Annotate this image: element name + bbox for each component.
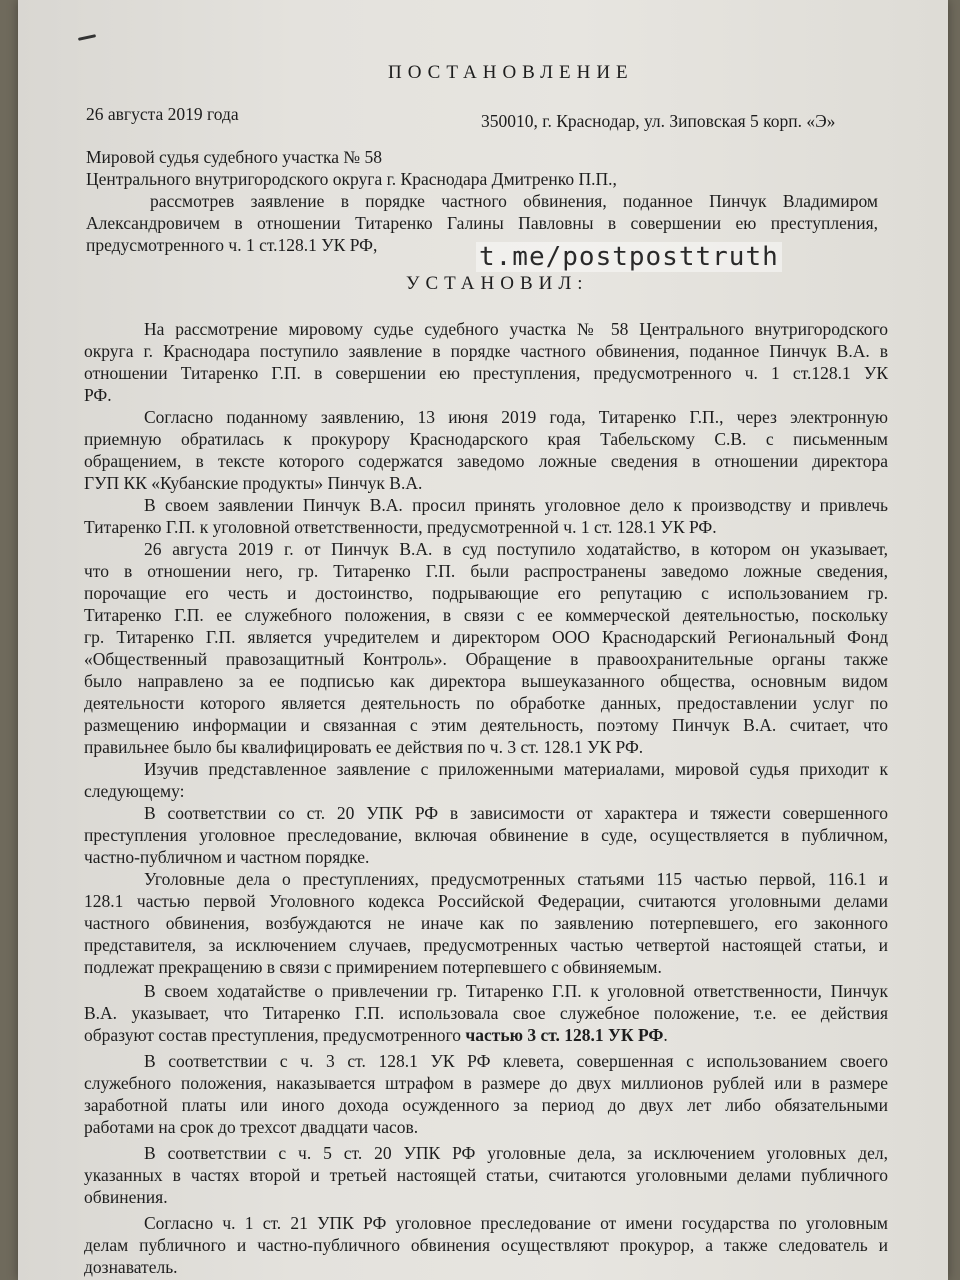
document-date: 26 августа 2019 года (86, 104, 239, 124)
body-line: РФ. (84, 385, 112, 405)
body-line: дознаватель. (84, 1257, 178, 1277)
body-line: Титаренко Г.П. ее служебного положения, в связи с ее коммерческой деятельностью, поскольку (84, 605, 888, 625)
body-line: В своем ходатайстве о привлечении гр. Титаренко Г.П. к уголовной ответственности, Пинчук (144, 981, 888, 1001)
body-line: Согласно ч. 1 ст. 21 УПК РФ уголовное преследование от имени государства по уголовным (144, 1213, 888, 1233)
intro-line: рассмотрев заявление в порядке частного обвинения, поданное Пинчук Владимиром (150, 191, 878, 211)
body-line: преступления уголовное преследование, включая обвинение в суде, осуществляется в публичном, (84, 825, 888, 845)
court-address: 350010, г. Краснодар, ул. Зиповская 5 корп. «Э» (481, 111, 836, 131)
body-line: правильнее было бы квалифицировать ее действия по ч. 3 ст. 128.1 УК РФ. (84, 737, 644, 757)
body-line: работами на срок до трехсот двадцати часов. (84, 1117, 419, 1137)
body-line: подлежат прекращению в связи с примирением потерпевшего с обвиняемым. (84, 957, 662, 977)
body-line: делам публичного и частно-публичного обвинения осуществляют прокурор, а также следователь и (84, 1235, 888, 1255)
body-line: В соответствии со ст. 20 УПК РФ в зависимости от характера и тяжести совершенного (144, 803, 888, 823)
body-line: округа г. Краснодара поступило заявление в порядке частного обвинения, поданное Пинчук В.А. в (84, 341, 888, 361)
body-line: обвинения. (84, 1187, 168, 1207)
intro-line: Центрального внутригородского округа г. Краснодара Дмитренко П.П., (86, 169, 617, 189)
body-line: служебного положения, наказывается штрафом в размере до двух миллионов рублей или в размере (84, 1073, 888, 1093)
body-line: деятельности которого является деятельность по обработке данных, предоставлении услуг по (84, 693, 888, 713)
body-line: «Общественный правозащитный Контроль». Обращение в правоохранительные органы также (84, 649, 888, 669)
document-page (18, 0, 948, 1280)
body-line: 26 августа 2019 г. от Пинчук В.А. в суд поступило ходатайство, в котором он указывает, (144, 539, 888, 559)
body-line: размещению информации и связанная с этим деятельность, поэтому Пинчук В.А. считает, что (84, 715, 888, 735)
body-line: что в отношении него, гр. Титаренко Г.П. были распространены заведомо ложные сведения, (84, 561, 888, 581)
body-line: частного обвинения, возбуждаются не иначе как по заявлению потерпевшего, его законного (84, 913, 888, 933)
body-text: . (663, 1025, 668, 1045)
body-line (84, 1024, 668, 1046)
body-line: приемную обратилась к прокурору Краснодарского края Табельскому С.В. с письменным (84, 429, 888, 449)
body-text: образуют состав преступления, предусмотренного (84, 1025, 466, 1045)
body-line: гр. Титаренко Г.П. является учредителем и директором ООО Краснодарский Региональный Фонд (84, 627, 888, 647)
body-line: ГУП КК «Кубанские продукты» Пинчук В.А. (84, 473, 423, 493)
body-line: В своем заявлении Пинчук В.А. просил принять уголовное дело к производству и привлечь (144, 495, 888, 515)
body-line: В.А. указывает, что Титаренко Г.П. использовала свое служебное положение, т.е. ее действия (84, 1003, 888, 1023)
body-line: Согласно поданному заявлению, 13 июня 2019 года, Титаренко Г.П., через электронную (144, 407, 888, 427)
body-line: В соответствии с ч. 3 ст. 128.1 УК РФ клевета, совершенная с использованием своего (144, 1051, 888, 1071)
body-line: отношении Титаренко Г.П. в совершении ею преступления, предусмотренного ч. 1 ст.128.1 УК (84, 363, 888, 383)
body-line: указанных в частях второй и третьей настоящей статьи, считаются уголовными делами публичного (84, 1165, 888, 1185)
intro-line: Мировой судья судебного участка № 58 (86, 147, 382, 167)
body-line: заработной платы или иного дохода осужденного за период до двух лет либо обязательными (84, 1095, 888, 1115)
article-reference: частью 3 ст. 128.1 УК РФ (465, 1025, 664, 1045)
section-heading: УСТАНОВИЛ: (406, 273, 589, 294)
body-line: представителя, за исключением случаев, предусмотренных частью четвертой настоящей статьи, и (84, 935, 888, 955)
body-line: частно-публичном и частном порядке. (84, 847, 370, 867)
body-line: Уголовные дела о преступлениях, предусмотренных статьями 115 частью первой, 116.1 и (144, 869, 888, 889)
intro-line: Александровичем в отношении Титаренко Галины Павловны в совершении ею преступления, (86, 213, 878, 233)
body-line: На рассмотрение мировому судье судебного участка № 58 Центрального внутригородского (144, 319, 888, 339)
document-title: ПОСТАНОВЛЕНИЕ (388, 62, 634, 83)
body-line: 128.1 частью первой Уголовного кодекса Российской Федерации, считаются уголовными делами (84, 891, 888, 911)
body-line: порочащие его честь и достоинство, подрывающие его репутацию с использованием гр. (84, 583, 888, 603)
body-line: было направлено за ее подписью как директора вышеуказанного общества, основным видом (84, 671, 888, 691)
intro-line: предусмотренного ч. 1 ст.128.1 УК РФ, (86, 235, 378, 255)
channel-watermark: t.me/postposttruth (476, 242, 782, 272)
body-line: В соответствии с ч. 5 ст. 20 УПК РФ уголовные дела, за исключением уголовных дел, (144, 1143, 888, 1163)
body-line: обращением, в тексте которого содержатся заведомо ложные сведения в отношении директора (84, 451, 888, 471)
body-line: следующему: (84, 781, 185, 801)
body-line: Изучив представленное заявление с приложенными материалами, мировой судья приходит к (144, 759, 888, 779)
body-line: Титаренко Г.П. к уголовной ответственности, предусмотренной ч. 1 ст. 128.1 УК РФ. (84, 517, 717, 537)
pen-mark (78, 34, 96, 41)
